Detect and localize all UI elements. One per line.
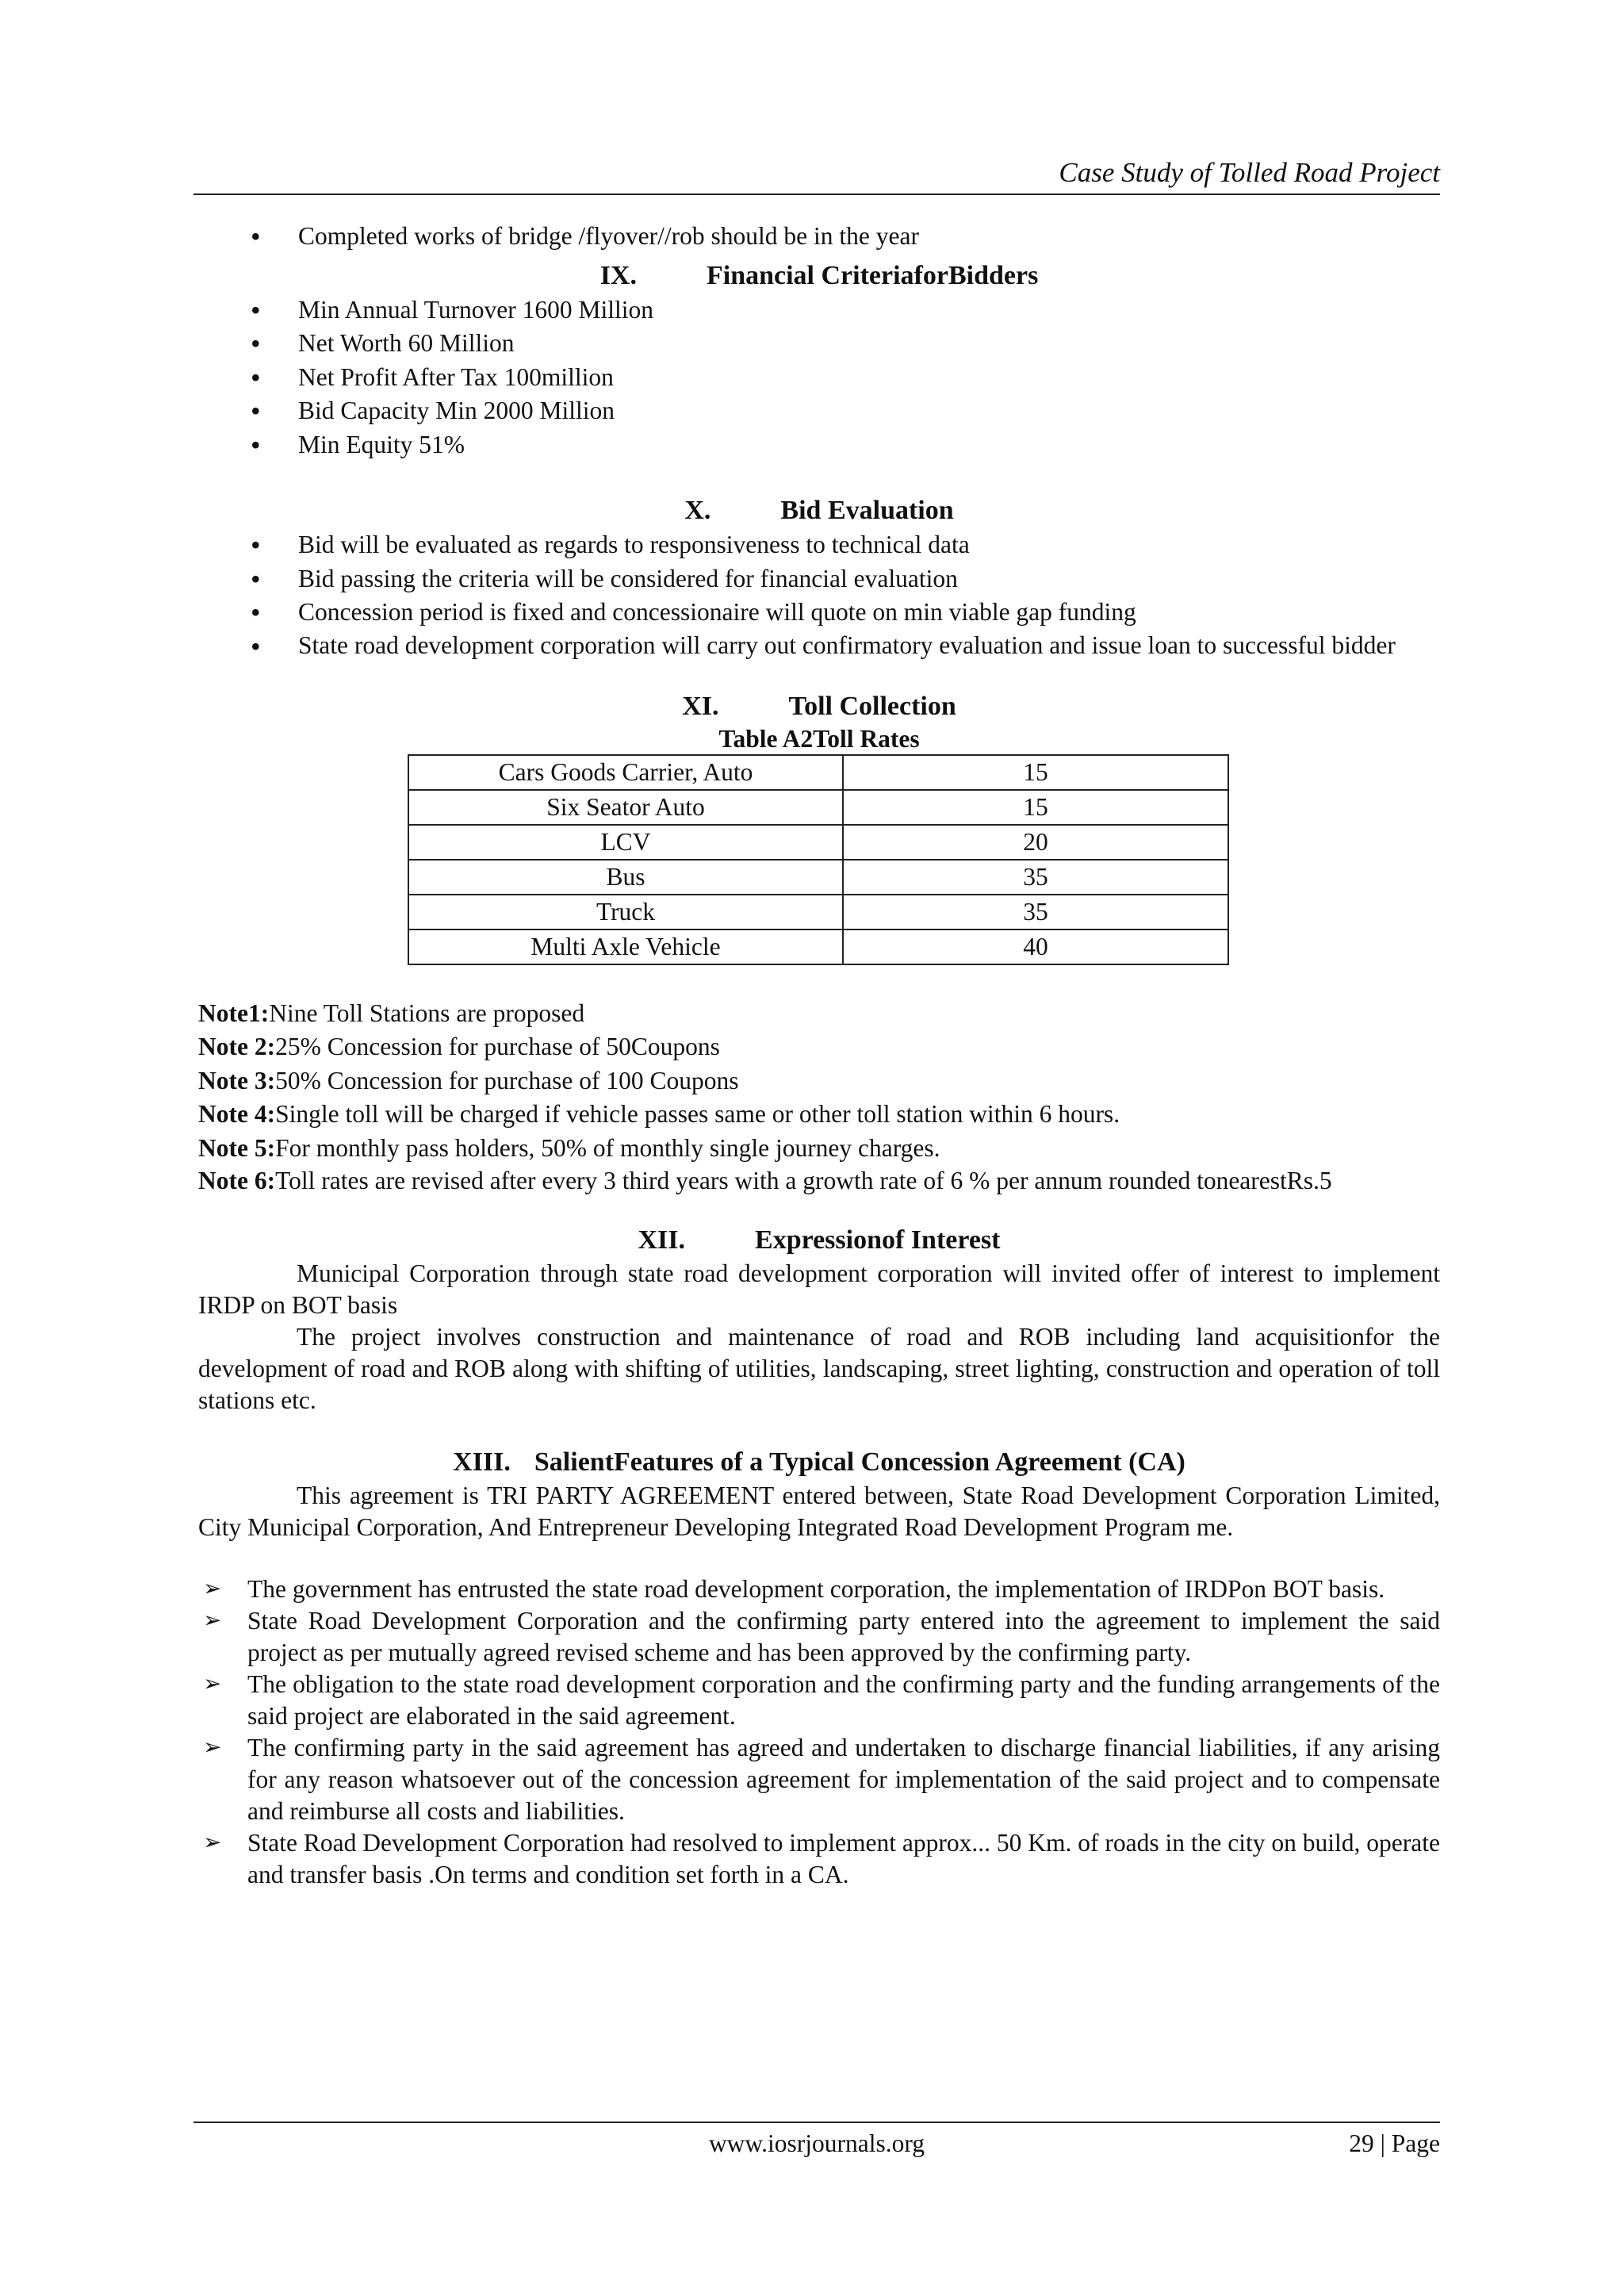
list-item: ➢ State Road Development Corporation and the confirming party entered into the agreement to implement the said project as per mutually agreed revised scheme and has been approved by the confirming party.: [198, 1605, 1440, 1669]
vehicle-cell: Multi Axle Vehicle: [408, 930, 843, 964]
section-title: Toll Collection: [788, 691, 956, 721]
rate-cell: 35: [843, 895, 1228, 930]
note-text: 50% Concession for purchase of 100 Coupons: [275, 1066, 739, 1094]
paragraph: Municipal Corporation through state road development corporation will invited offer of interest to implement IRDP on BOT basis: [198, 1259, 1440, 1319]
list-item: • Min Annual Turnover 1600 Million: [198, 293, 1440, 328]
note: [198, 997, 1440, 1031]
section-title: Bid Evaluation: [780, 496, 954, 525]
section-title: Financial CriteriaforBidders: [706, 260, 1039, 290]
list-item: • Min Equity 51%: [198, 428, 1440, 462]
agreement-features-list: [198, 1573, 1440, 1891]
note-text: For monthly pass holders, 50% of monthly single journey charges.: [275, 1133, 940, 1162]
table-row: [408, 930, 1228, 964]
section-title: Expressionof Interest: [755, 1225, 1001, 1255]
note-label: Note1:: [198, 999, 270, 1027]
rate-cell: 15: [843, 755, 1228, 790]
running-header: [193, 152, 1440, 195]
vehicle-cell: Cars Goods Carrier, Auto: [408, 755, 843, 790]
section-heading-expression-of-interest: [198, 1223, 1440, 1258]
note-label: Note 4:: [198, 1100, 276, 1128]
bid-evaluation-list: [198, 528, 1440, 661]
list-item: • Net Profit After Tax 100million: [198, 361, 1440, 395]
list-item: ➢ State Road Development Corporation had resolved to implement approx... 50 Km. of roads in the city on build, operate and transfer basis .On terms and condition set forth in a CA.: [198, 1827, 1440, 1891]
note: [198, 1030, 1440, 1064]
note-text: 25% Concession for purchase of 50Coupons: [275, 1033, 720, 1060]
paragraph: This agreement is TRI PARTY AGREEMENT entered between, State Road Development Corporation Limited, City Municipal Corporation, And Entrepreneur Developing Integrated Road Development Program me.: [198, 1481, 1440, 1541]
note: [198, 1132, 1440, 1166]
journal-website: www.iosrjournals.org: [708, 2129, 925, 2157]
toll-rates-table: [408, 754, 1229, 965]
list-item: • Completed works of bridge /flyover//rob should be in the year: [198, 220, 1440, 254]
section-heading-salient-features: [198, 1445, 1440, 1480]
note: [198, 1165, 1440, 1196]
table-caption: Table A2Toll Rates: [718, 724, 920, 753]
section-number: IX.: [599, 260, 637, 290]
section-heading-bid-evaluation: [198, 493, 1440, 528]
note-label: Note 3:: [198, 1066, 276, 1094]
list-item: ➢ The obligation to the state road development corporation and the confirming party and the funding arrangements of the said project are elaborated in the said agreement.: [198, 1669, 1440, 1732]
note: [198, 1098, 1440, 1132]
financial-criteria-list: [198, 293, 1440, 462]
vehicle-cell: Bus: [408, 860, 843, 895]
running-title: Case Study of Tolled Road Project: [1059, 157, 1440, 188]
page-content: [198, 220, 1440, 1891]
intro-bullet-list: [198, 220, 1440, 254]
vehicle-cell: LCV: [408, 825, 843, 860]
rate-cell: 40: [843, 930, 1228, 964]
note-label: Note 2:: [198, 1033, 276, 1060]
rate-cell: 20: [843, 825, 1228, 860]
note: [198, 1064, 1440, 1098]
note-text: Toll rates are revised after every 3 third years with a growth rate of 6 % per annum rounded tonearestRs.5: [275, 1167, 1332, 1194]
page-number: 29 | Page: [1349, 2129, 1440, 2157]
rate-cell: 15: [843, 790, 1228, 825]
list-item: • Bid passing the criteria will be considered for financial evaluation: [198, 562, 1440, 596]
note-label: Note 6:: [198, 1167, 276, 1194]
paragraph: The project involves construction and maintenance of road and ROB including land acquisitionfor the development of road and ROB along with shifting of utilities, landscaping, street lighting, construction and operation of toll stations etc.: [198, 1323, 1440, 1414]
section-heading-toll-collection: [198, 689, 1440, 724]
section-number: XI.: [682, 691, 719, 721]
list-item: • Bid Capacity Min 2000 Million: [198, 394, 1440, 428]
table-row: [408, 895, 1228, 930]
list-item: • Bid will be evaluated as regards to responsiveness to technical data: [198, 528, 1440, 562]
table-row: [408, 755, 1228, 790]
list-item: ➢ The government has entrusted the state road development corporation, the implementation of IRDPon BOT basis.: [198, 1573, 1440, 1605]
list-item: • State road development corporation will carry out confirmatory evaluation and issue loan to successful bidder: [198, 630, 1440, 661]
list-item: ➢ The confirming party in the said agreement has agreed and undertaken to discharge financial liabilities, if any arising for any reason whatsoever out of the concession agreement for implementation of the said project and to compensate and reimburse all costs and liabilities.: [198, 1732, 1440, 1827]
note-text: Nine Toll Stations are proposed: [269, 999, 585, 1027]
section-number: XIII.: [453, 1447, 511, 1477]
note-text: Single toll will be charged if vehicle passes same or other toll station within 6 hours.: [275, 1100, 1120, 1128]
list-item: • Concession period is fixed and concessionaire will quote on min viable gap funding: [198, 596, 1440, 630]
section-number: X.: [684, 496, 711, 525]
section-title: SalientFeatures of a Typical Concession Agreement (CA): [534, 1447, 1185, 1477]
page-footer: [193, 2122, 1440, 2164]
vehicle-cell: Six Seator Auto: [408, 790, 843, 825]
table-row: [408, 860, 1228, 895]
section-heading-financial: [198, 259, 1440, 293]
table-row: [408, 790, 1228, 825]
section-number: XII.: [638, 1225, 686, 1255]
vehicle-cell: Truck: [408, 895, 843, 930]
rate-cell: 35: [843, 860, 1228, 895]
list-item: • Net Worth 60 Million: [198, 327, 1440, 361]
toll-notes: [198, 997, 1440, 1197]
table-row: [408, 825, 1228, 860]
note-label: Note 5:: [198, 1133, 276, 1162]
